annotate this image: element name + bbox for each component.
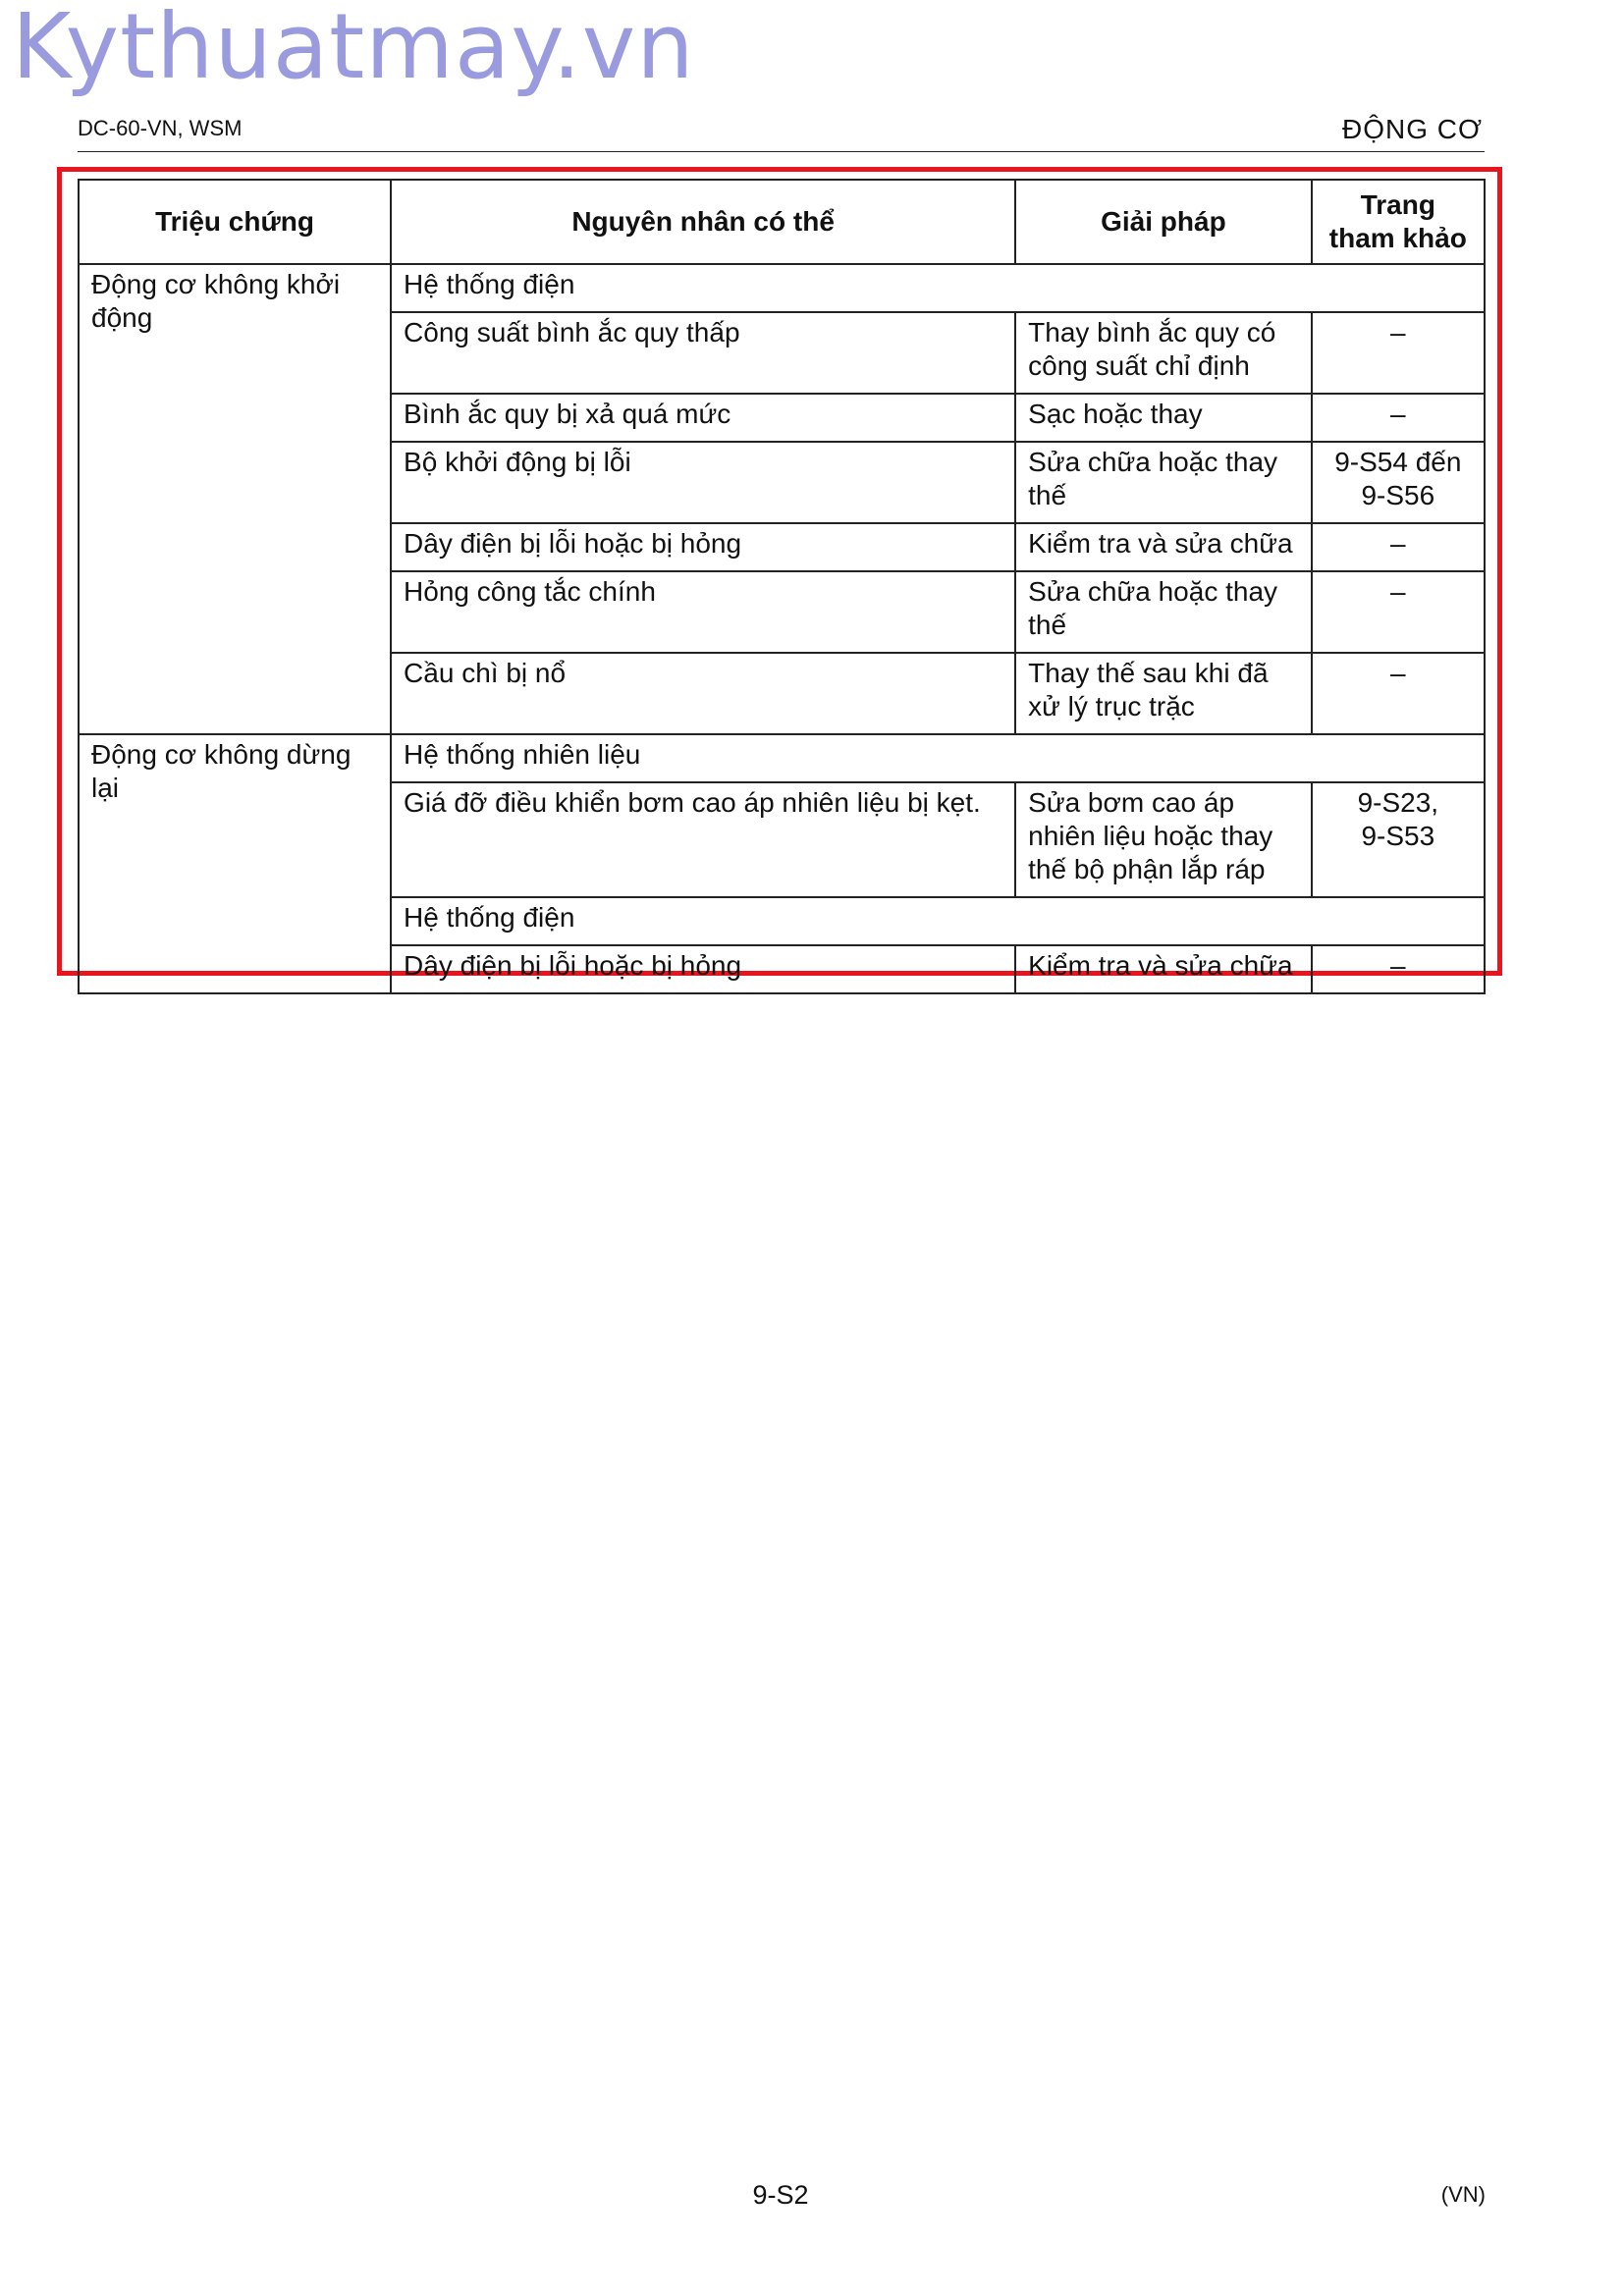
watermark-logo: Kythuatmay.vn <box>12 0 695 99</box>
solution-cell: Sửa chữa hoặc thay thế <box>1015 442 1311 523</box>
document-code: DC-60-VN, WSM <box>78 116 243 140</box>
column-header-symptom: Triệu chứng <box>79 180 391 264</box>
header-divider <box>78 151 1485 152</box>
reference-cell <box>1312 571 1485 653</box>
troubleshooting-table <box>78 179 1486 994</box>
solution-cell: Sạc hoặc thay <box>1015 394 1311 442</box>
subsection-row <box>79 264 1485 312</box>
table-header-row <box>79 180 1485 264</box>
reference-cell <box>1312 312 1485 394</box>
cause-cell: Dây điện bị lỗi hoặc bị hỏng <box>391 945 1015 993</box>
reference-text: – <box>1390 399 1406 429</box>
reference-text: – <box>1390 317 1406 347</box>
subsection-title: Hệ thống nhiên liệu <box>391 734 1485 782</box>
solution-cell: Thay bình ắc quy có công suất chỉ định <box>1015 312 1311 394</box>
cause-cell: Công suất bình ắc quy thấp <box>391 312 1015 394</box>
reference-cell <box>1312 523 1485 571</box>
reference-text: – <box>1390 950 1406 981</box>
reference-text: – <box>1390 576 1406 607</box>
reference-text: – <box>1390 528 1406 559</box>
reference-cell <box>1312 653 1485 734</box>
solution-cell: Sửa bơm cao áp nhiên liệu hoặc thay thế bộ phận lắp ráp <box>1015 782 1311 897</box>
cause-cell: Bộ khởi động bị lỗi <box>391 442 1015 523</box>
cause-cell: Dây điện bị lỗi hoặc bị hỏng <box>391 523 1015 571</box>
reference-text: 9-S23, 9-S53 <box>1357 787 1439 851</box>
language-code: (VN) <box>1440 2182 1486 2207</box>
cause-cell: Hỏng công tắc chính <box>391 571 1015 653</box>
subsection-title: Hệ thống điện <box>391 264 1485 312</box>
subsection-row <box>79 734 1485 782</box>
cause-cell: Giá đỡ điều khiển bơm cao áp nhiên liệu bị kẹt. <box>391 782 1015 897</box>
solution-cell: Kiểm tra và sửa chữa <box>1015 945 1311 993</box>
reference-cell <box>1312 394 1485 442</box>
symptom-cell: Động cơ không dừng lại <box>79 734 391 993</box>
column-header-cause: Nguyên nhân có thể <box>391 180 1015 264</box>
section-title: ĐỘNG CƠ <box>1341 114 1483 144</box>
reference-text: – <box>1390 658 1406 688</box>
page-number: 9-S2 <box>752 2180 809 2210</box>
solution-cell: Thay thế sau khi đã xử lý trục trặc <box>1015 653 1311 734</box>
cause-cell: Bình ắc quy bị xả quá mức <box>391 394 1015 442</box>
symptom-cell: Động cơ không khởi động <box>79 264 391 734</box>
column-header-reference-text: Trang tham khảo <box>1328 189 1467 253</box>
cause-cell: Cầu chì bị nổ <box>391 653 1015 734</box>
subsection-title: Hệ thống điện <box>391 897 1485 945</box>
table-body <box>79 264 1485 993</box>
column-header-reference <box>1312 180 1485 264</box>
column-header-solution: Giải pháp <box>1015 180 1311 264</box>
solution-cell: Sửa chữa hoặc thay thế <box>1015 571 1311 653</box>
solution-cell: Kiểm tra và sửa chữa <box>1015 523 1311 571</box>
reference-cell <box>1312 442 1485 523</box>
reference-cell <box>1312 945 1485 993</box>
reference-cell <box>1312 782 1485 897</box>
reference-text: 9-S54 đến 9-S56 <box>1334 447 1462 510</box>
